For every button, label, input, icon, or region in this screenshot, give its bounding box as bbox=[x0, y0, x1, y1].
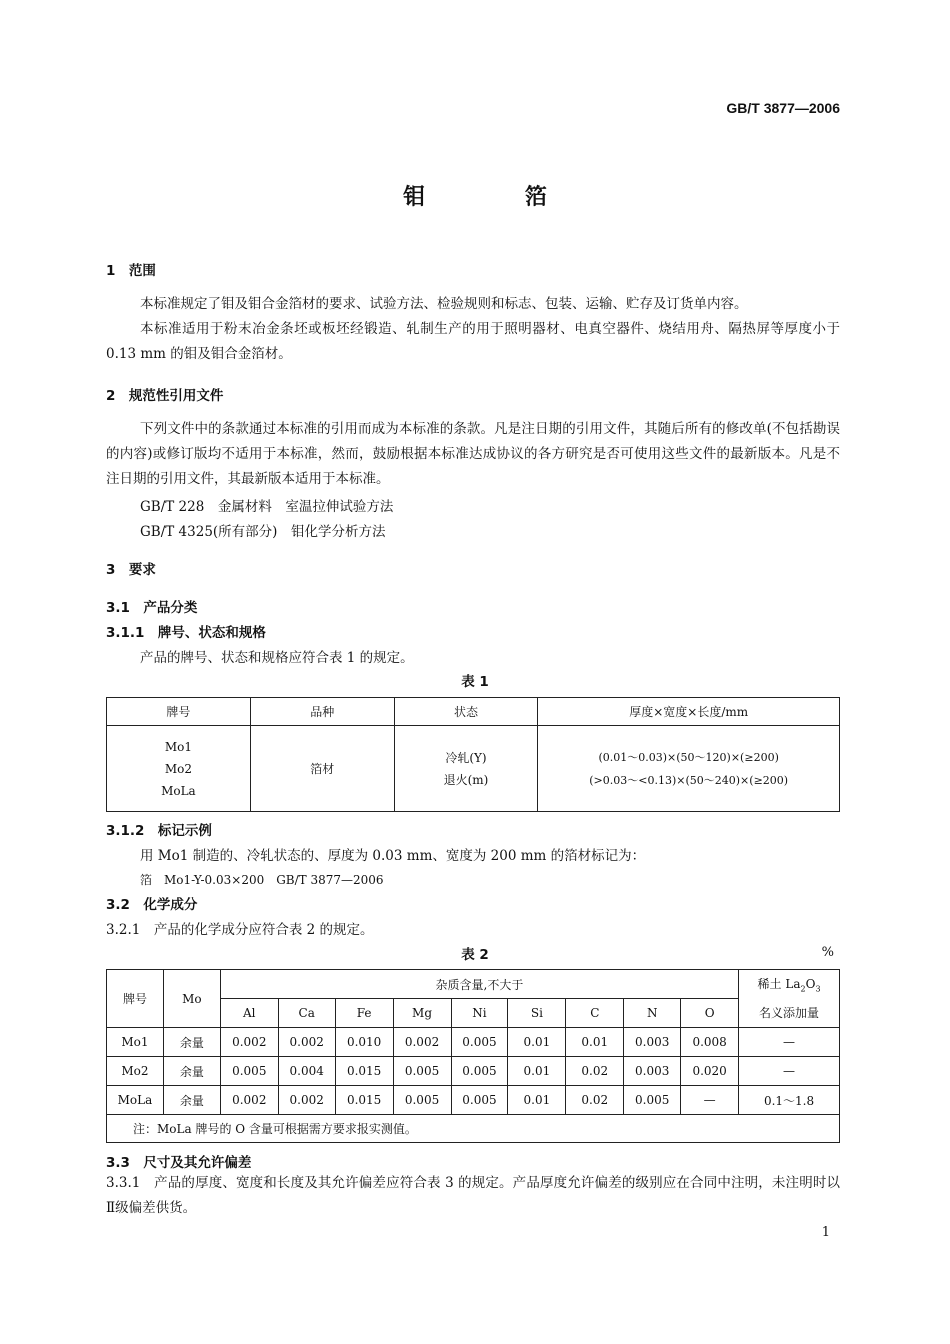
grade-mola: MoLa bbox=[161, 783, 196, 798]
cell: 0.015 bbox=[335, 1086, 393, 1115]
cell: 余量 bbox=[163, 1057, 220, 1086]
cell: — bbox=[739, 1057, 840, 1086]
dims-range-2: (>0.03～<0.13)×(50～240)×(≥200) bbox=[589, 773, 789, 787]
element-ni: Ni bbox=[451, 999, 508, 1028]
table-1 bbox=[106, 697, 840, 812]
table-1-header-variety: 品种 bbox=[250, 698, 394, 726]
standard-code: GB/T 3877—2006 bbox=[726, 100, 840, 116]
cell: 0.01 bbox=[508, 1057, 566, 1086]
reference-1: GB/T 228 金属材料 室温拉伸试验方法 bbox=[140, 499, 394, 515]
element-n: N bbox=[624, 999, 681, 1028]
section-1-para-2: 本标准适用于粉末冶金条坯或板坯经锻造、轧制生产的用于照明器材、电真空器件、烧结用舟、隔热屏等厚度小于 0.13 mm 的钼及钼合金箔材。 bbox=[106, 321, 840, 362]
section-1-heading: 1 范围 bbox=[106, 263, 156, 279]
state-cold-rolled: 冷轧(Y) bbox=[445, 750, 487, 765]
cell: 0.1～1.8 bbox=[739, 1086, 840, 1115]
table-row bbox=[107, 1028, 840, 1057]
cell: 0.015 bbox=[335, 1057, 393, 1086]
table-1-header-dims: 厚度×宽度×长度/mm bbox=[538, 698, 840, 726]
cell: Mo2 bbox=[107, 1057, 164, 1086]
cell: 0.005 bbox=[451, 1086, 508, 1115]
cell: 余量 bbox=[163, 1028, 220, 1057]
cell: MoLa bbox=[107, 1086, 164, 1115]
cell: 0.005 bbox=[393, 1057, 451, 1086]
grade-mo1: Mo1 bbox=[164, 739, 192, 754]
table-2-unit: % bbox=[821, 945, 834, 960]
cell: 0.010 bbox=[335, 1028, 393, 1057]
cell: 余量 bbox=[163, 1086, 220, 1115]
cell: 0.004 bbox=[278, 1057, 335, 1086]
cell: 0.01 bbox=[566, 1028, 624, 1057]
table-1-states-cell bbox=[394, 726, 538, 812]
cell: 0.005 bbox=[393, 1086, 451, 1115]
element-fe: Fe bbox=[335, 999, 393, 1028]
cell: 0.002 bbox=[278, 1028, 335, 1057]
table-2-note: 注：MoLa 牌号的 O 含量可根据需方要求报实测值。 bbox=[107, 1115, 840, 1143]
cell: 0.005 bbox=[624, 1086, 681, 1115]
marking-example: 箔 Mo1-Y-0.03×200 GB/T 3877—2006 bbox=[140, 873, 384, 887]
section-3-1-heading: 3.1 产品分类 bbox=[106, 600, 198, 616]
section-3-1-2-text: 用 Mo1 制造的、冷轧状态的、厚度为 0.03 mm、宽度为 200 mm 的箔材标记为： bbox=[140, 848, 646, 864]
cell: 0.02 bbox=[566, 1086, 624, 1115]
section-3-3-1-text: 3.3.1 产品的厚度、宽度和长度及其允许偏差应符合表 3 的规定。产品厚度允许偏差的级别应在合同中注明，未注明时以Ⅱ级偏差供货。 bbox=[106, 1175, 840, 1216]
dims-range-1: (0.01～0.03)×(50～120)×(≥200) bbox=[598, 750, 779, 764]
table-1-variety-cell: 箔材 bbox=[250, 726, 394, 812]
table-2-header-grade: 牌号 bbox=[107, 970, 164, 1028]
reference-2: GB/T 4325(所有部分) 钼化学分析方法 bbox=[140, 524, 386, 540]
table-1-header-grade: 牌号 bbox=[107, 698, 251, 726]
table-2 bbox=[106, 969, 840, 1143]
rare-earth-label: 稀土 $La_2O_3$ bbox=[757, 976, 821, 994]
section-3-3-heading: 3.3 尺寸及其允许偏差 bbox=[106, 1155, 252, 1171]
cell: 0.002 bbox=[278, 1086, 335, 1115]
cell: 0.020 bbox=[681, 1057, 739, 1086]
table-2-caption: 表 2 bbox=[461, 947, 489, 963]
cell: Mo1 bbox=[107, 1028, 164, 1057]
table-2-header-row-1 bbox=[107, 970, 840, 999]
cell: — bbox=[681, 1086, 739, 1115]
section-3-2-1-text: 3.2.1 产品的化学成分应符合表 2 的规定。 bbox=[106, 922, 374, 938]
element-mg: Mg bbox=[393, 999, 451, 1028]
table-1-row bbox=[107, 726, 840, 812]
cell: 0.003 bbox=[624, 1028, 681, 1057]
cell: 0.003 bbox=[624, 1057, 681, 1086]
table-1-header-row bbox=[107, 698, 840, 726]
table-1-caption: 表 1 bbox=[461, 674, 489, 690]
cell: 0.005 bbox=[451, 1057, 508, 1086]
table-1-header-state: 状态 bbox=[394, 698, 538, 726]
cell: 0.005 bbox=[220, 1057, 278, 1086]
section-2-para-1: 下列文件中的条款通过本标准的引用而成为本标准的条款。凡是注日期的引用文件，其随后所有的修改单(不包括勘误的内容)或修订版均不适用于本标准，然而，鼓励根据本标准达成协议的各方研究是否可使用这些文件的最新版本。凡是不注日期的引用文件，其最新版本适用于本标准。 bbox=[106, 421, 840, 487]
element-c: C bbox=[566, 999, 624, 1028]
document-title: 钼 箔 bbox=[403, 185, 593, 210]
cell: 0.02 bbox=[566, 1057, 624, 1086]
table-1-dims-cell bbox=[538, 726, 840, 812]
element-si: Si bbox=[508, 999, 566, 1028]
section-3-2-heading: 3.2 化学成分 bbox=[106, 897, 198, 913]
table-row bbox=[107, 1057, 840, 1086]
cell: — bbox=[739, 1028, 840, 1057]
cell: 0.01 bbox=[508, 1086, 566, 1115]
section-3-1-2-heading: 3.1.2 标记示例 bbox=[106, 823, 212, 839]
section-1-para-1: 本标准规定了钼及钼合金箔材的要求、试验方法、检验规则和标志、包装、运输、贮存及订货单内容。 bbox=[140, 296, 748, 312]
table-2-note-row bbox=[107, 1115, 840, 1143]
section-3-heading: 3 要求 bbox=[106, 562, 156, 578]
section-3-1-1-text: 产品的牌号、状态和规格应符合表 1 的规定。 bbox=[140, 650, 414, 666]
element-o: O bbox=[681, 999, 739, 1028]
cell: 0.008 bbox=[681, 1028, 739, 1057]
grade-mo2: Mo2 bbox=[164, 761, 192, 776]
cell: 0.002 bbox=[220, 1086, 278, 1115]
state-annealed: 退火(m) bbox=[443, 772, 489, 787]
cell: 0.01 bbox=[508, 1028, 566, 1057]
cell: 0.002 bbox=[220, 1028, 278, 1057]
table-row bbox=[107, 1086, 840, 1115]
cell: 0.005 bbox=[451, 1028, 508, 1057]
element-ca: Ca bbox=[278, 999, 335, 1028]
section-2-heading: 2 规范性引用文件 bbox=[106, 388, 224, 404]
cell: 0.002 bbox=[393, 1028, 451, 1057]
table-1-grades-cell bbox=[107, 726, 251, 812]
page-number: 1 bbox=[821, 1225, 830, 1240]
section-3-1-1-heading: 3.1.1 牌号、状态和规格 bbox=[106, 625, 266, 641]
table-2-header-impurity: 杂质含量,不大于 bbox=[220, 970, 738, 999]
rare-earth-sublabel: 名义添加量 bbox=[759, 1006, 820, 1021]
table-2-header-rare-earth bbox=[739, 970, 840, 1028]
element-al: Al bbox=[220, 999, 278, 1028]
table-2-header-mo: Mo bbox=[163, 970, 220, 1028]
